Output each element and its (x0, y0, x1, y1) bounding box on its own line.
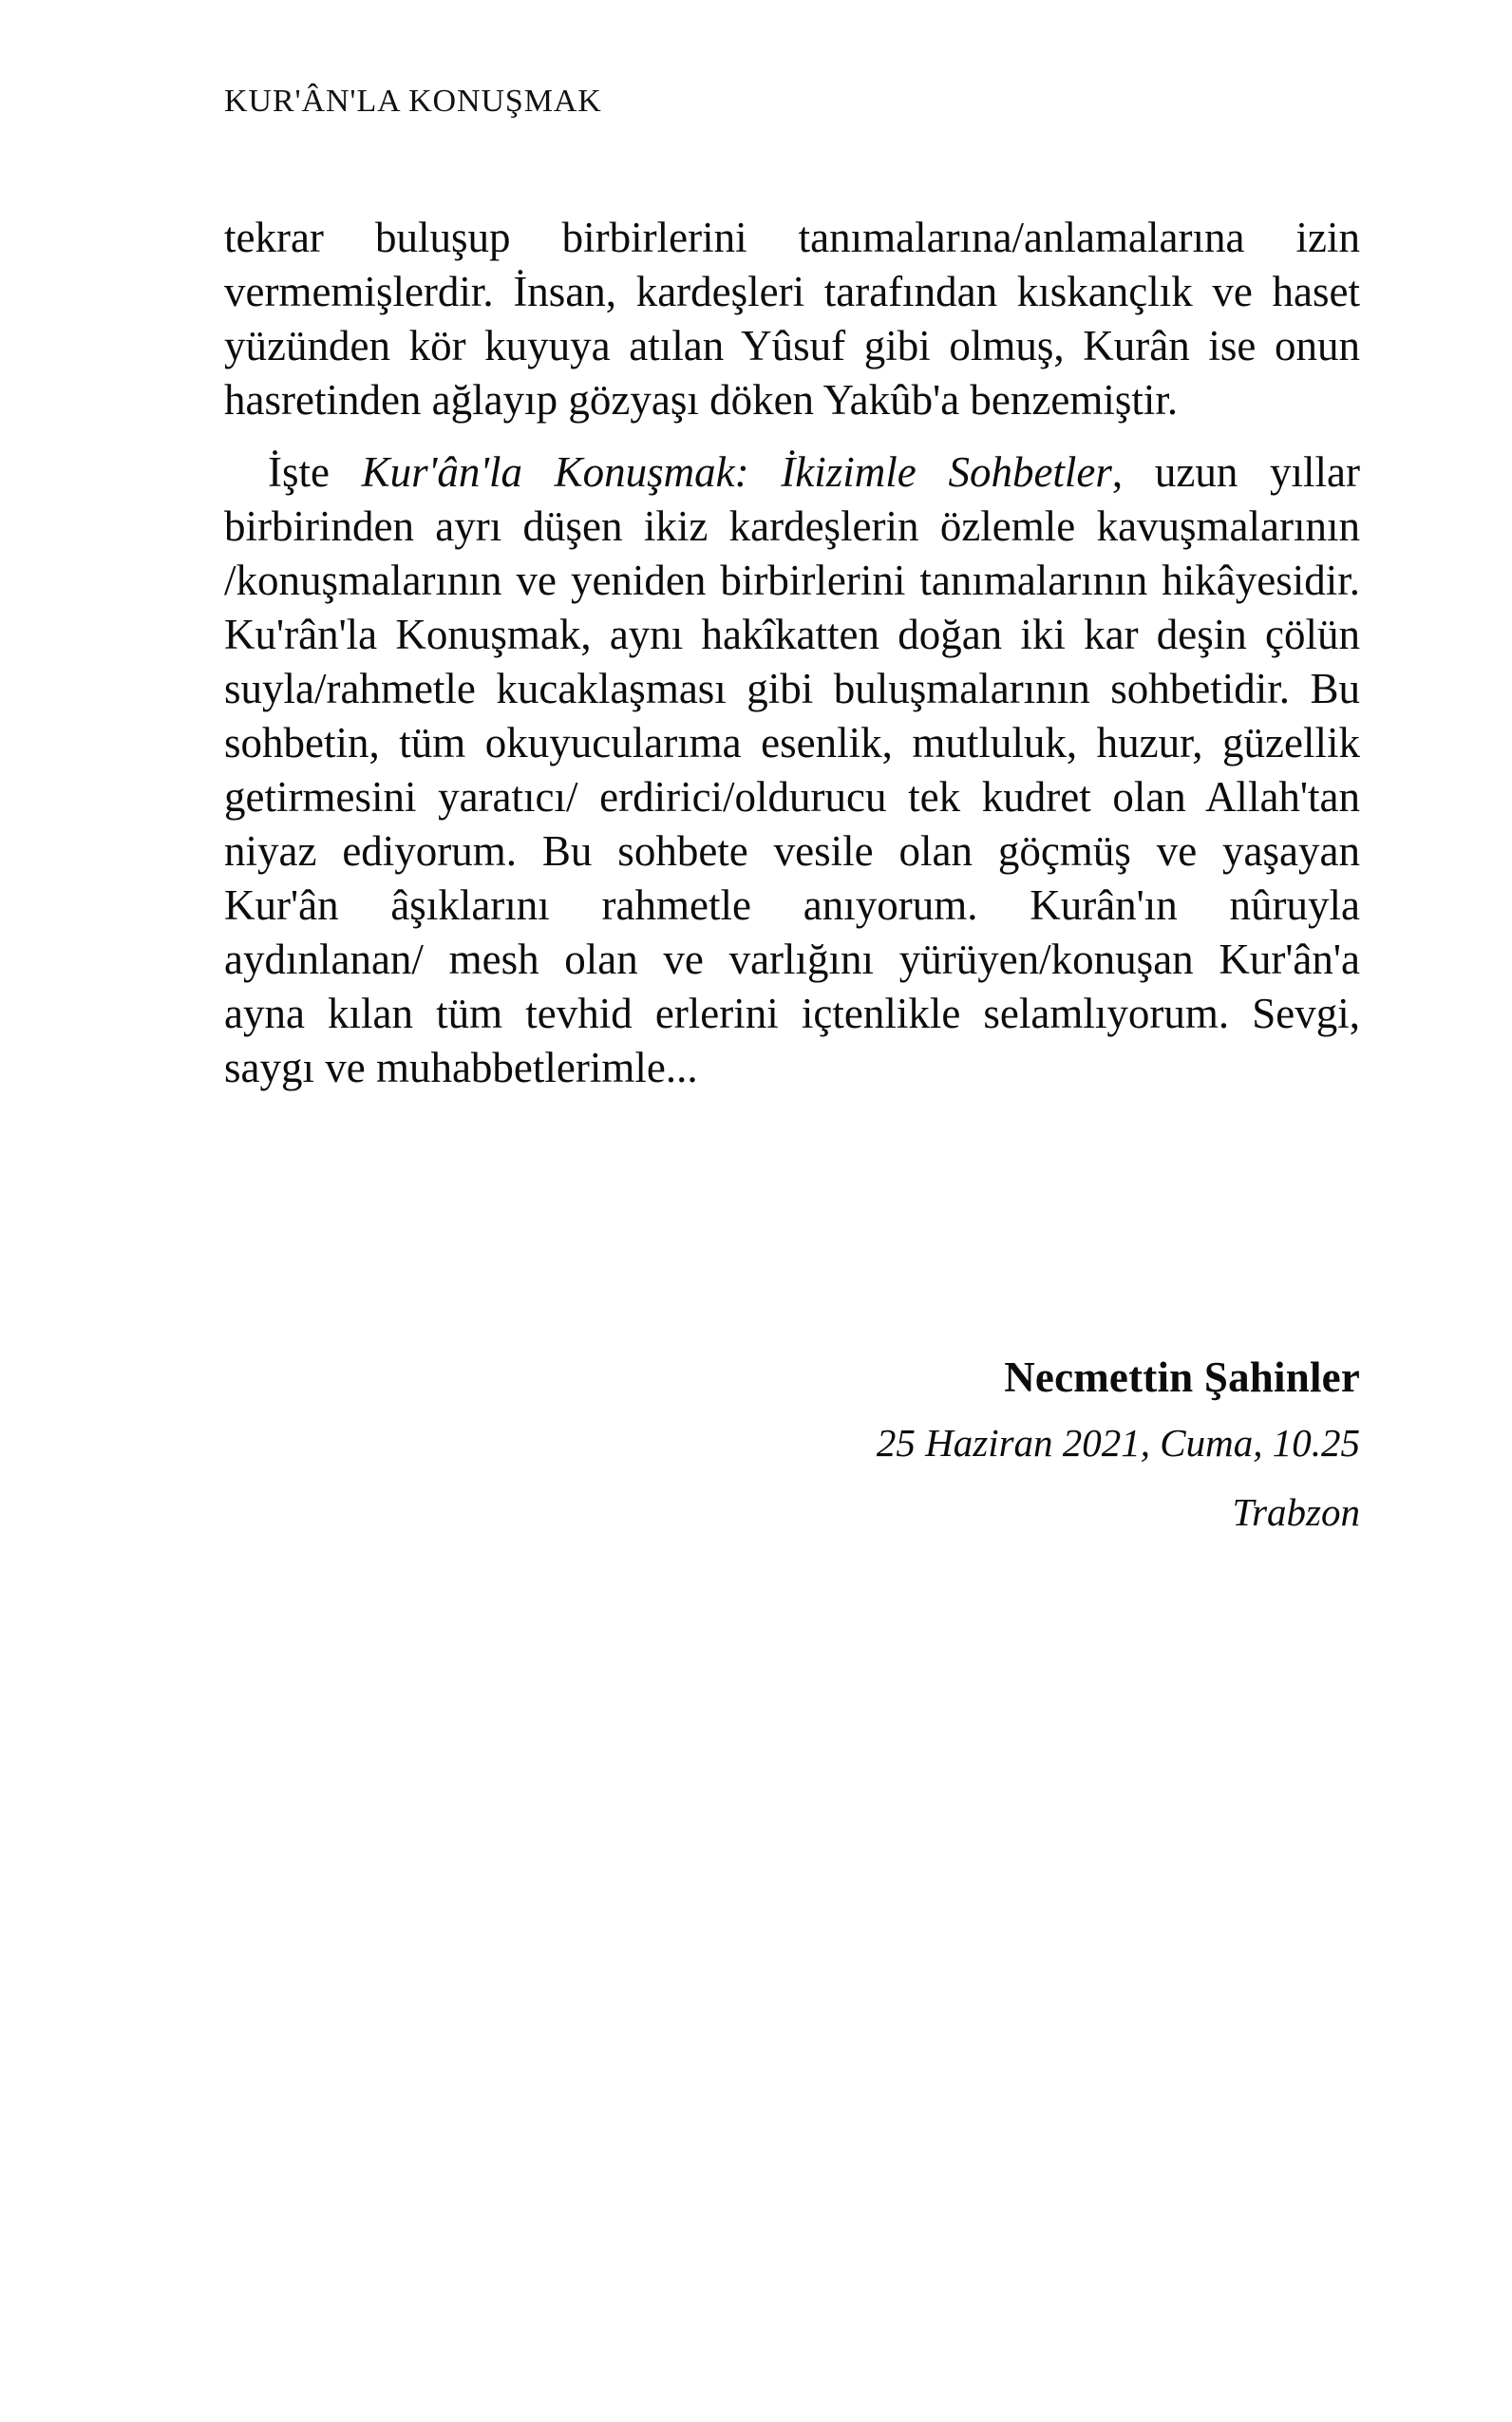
author-name: Necmettin Şahinler (1004, 1353, 1360, 1401)
signature-date: 25 Haziran 2021, Cuma, 10.25 (876, 1421, 1360, 1465)
paragraph-1: tekrar buluşup birbirlerini tanımalarına/anlamalarına izin vermemişlerdir. İnsan, kardeşleri tarafından kıskançlık ve haset yüzünden kör kuyuya atılan Yûsuf gibi olmuş, Kurân ise onun hasretinden ağlayıp gözyaşı döken Yakûb'a benzemiştir. (224, 214, 1360, 424)
work-title-italic: Kur'ân'la Konuşmak: İkizimle Sohbetler (361, 448, 1112, 496)
paragraph-2 (224, 445, 1360, 1095)
signature-place: Trabzon (1232, 1490, 1360, 1534)
paragraph-2-lead-in: İşte (268, 448, 362, 496)
signature-block (505, 1347, 1360, 1546)
body-content (224, 211, 1360, 1095)
paragraph-2-rest: , uzun yıllar birbirinden ayrı düşen ikiz kardeşlerin özlemle kavuşmalarının /konuşmalarının ve yeniden birbirlerini tanımalarının hikâyesidir. Ku'rân'la Konuşmak, aynı hakîkatten doğan iki kar deşin çölün suyla/rahmetle kucaklaşması gibi buluşmalarının sohbetidir. Bu sohbetin, tüm okuyucularıma esenlik, mutluluk, huzur, güzellik getirmesini yaratıcı/ erdirici/oldurucu tek kudret olan Allah'tan niyaz ediyorum. Bu sohbete vesile olan göçmüş ve yaşayan Kur'ân âşıklarını rahmetle anıyorum. Kurân'ın nûruyla aydınlanan/ mesh olan ve varlığını yürüyen/konuşan Kur'ân'a ayna kılan tüm tevhid erlerini içtenlikle selamlıyorum. Sevgi, saygı ve muhabbetlerimle... (224, 448, 1360, 1091)
running-header: KUR'ÂN'LA KONUŞMAK (224, 84, 602, 119)
